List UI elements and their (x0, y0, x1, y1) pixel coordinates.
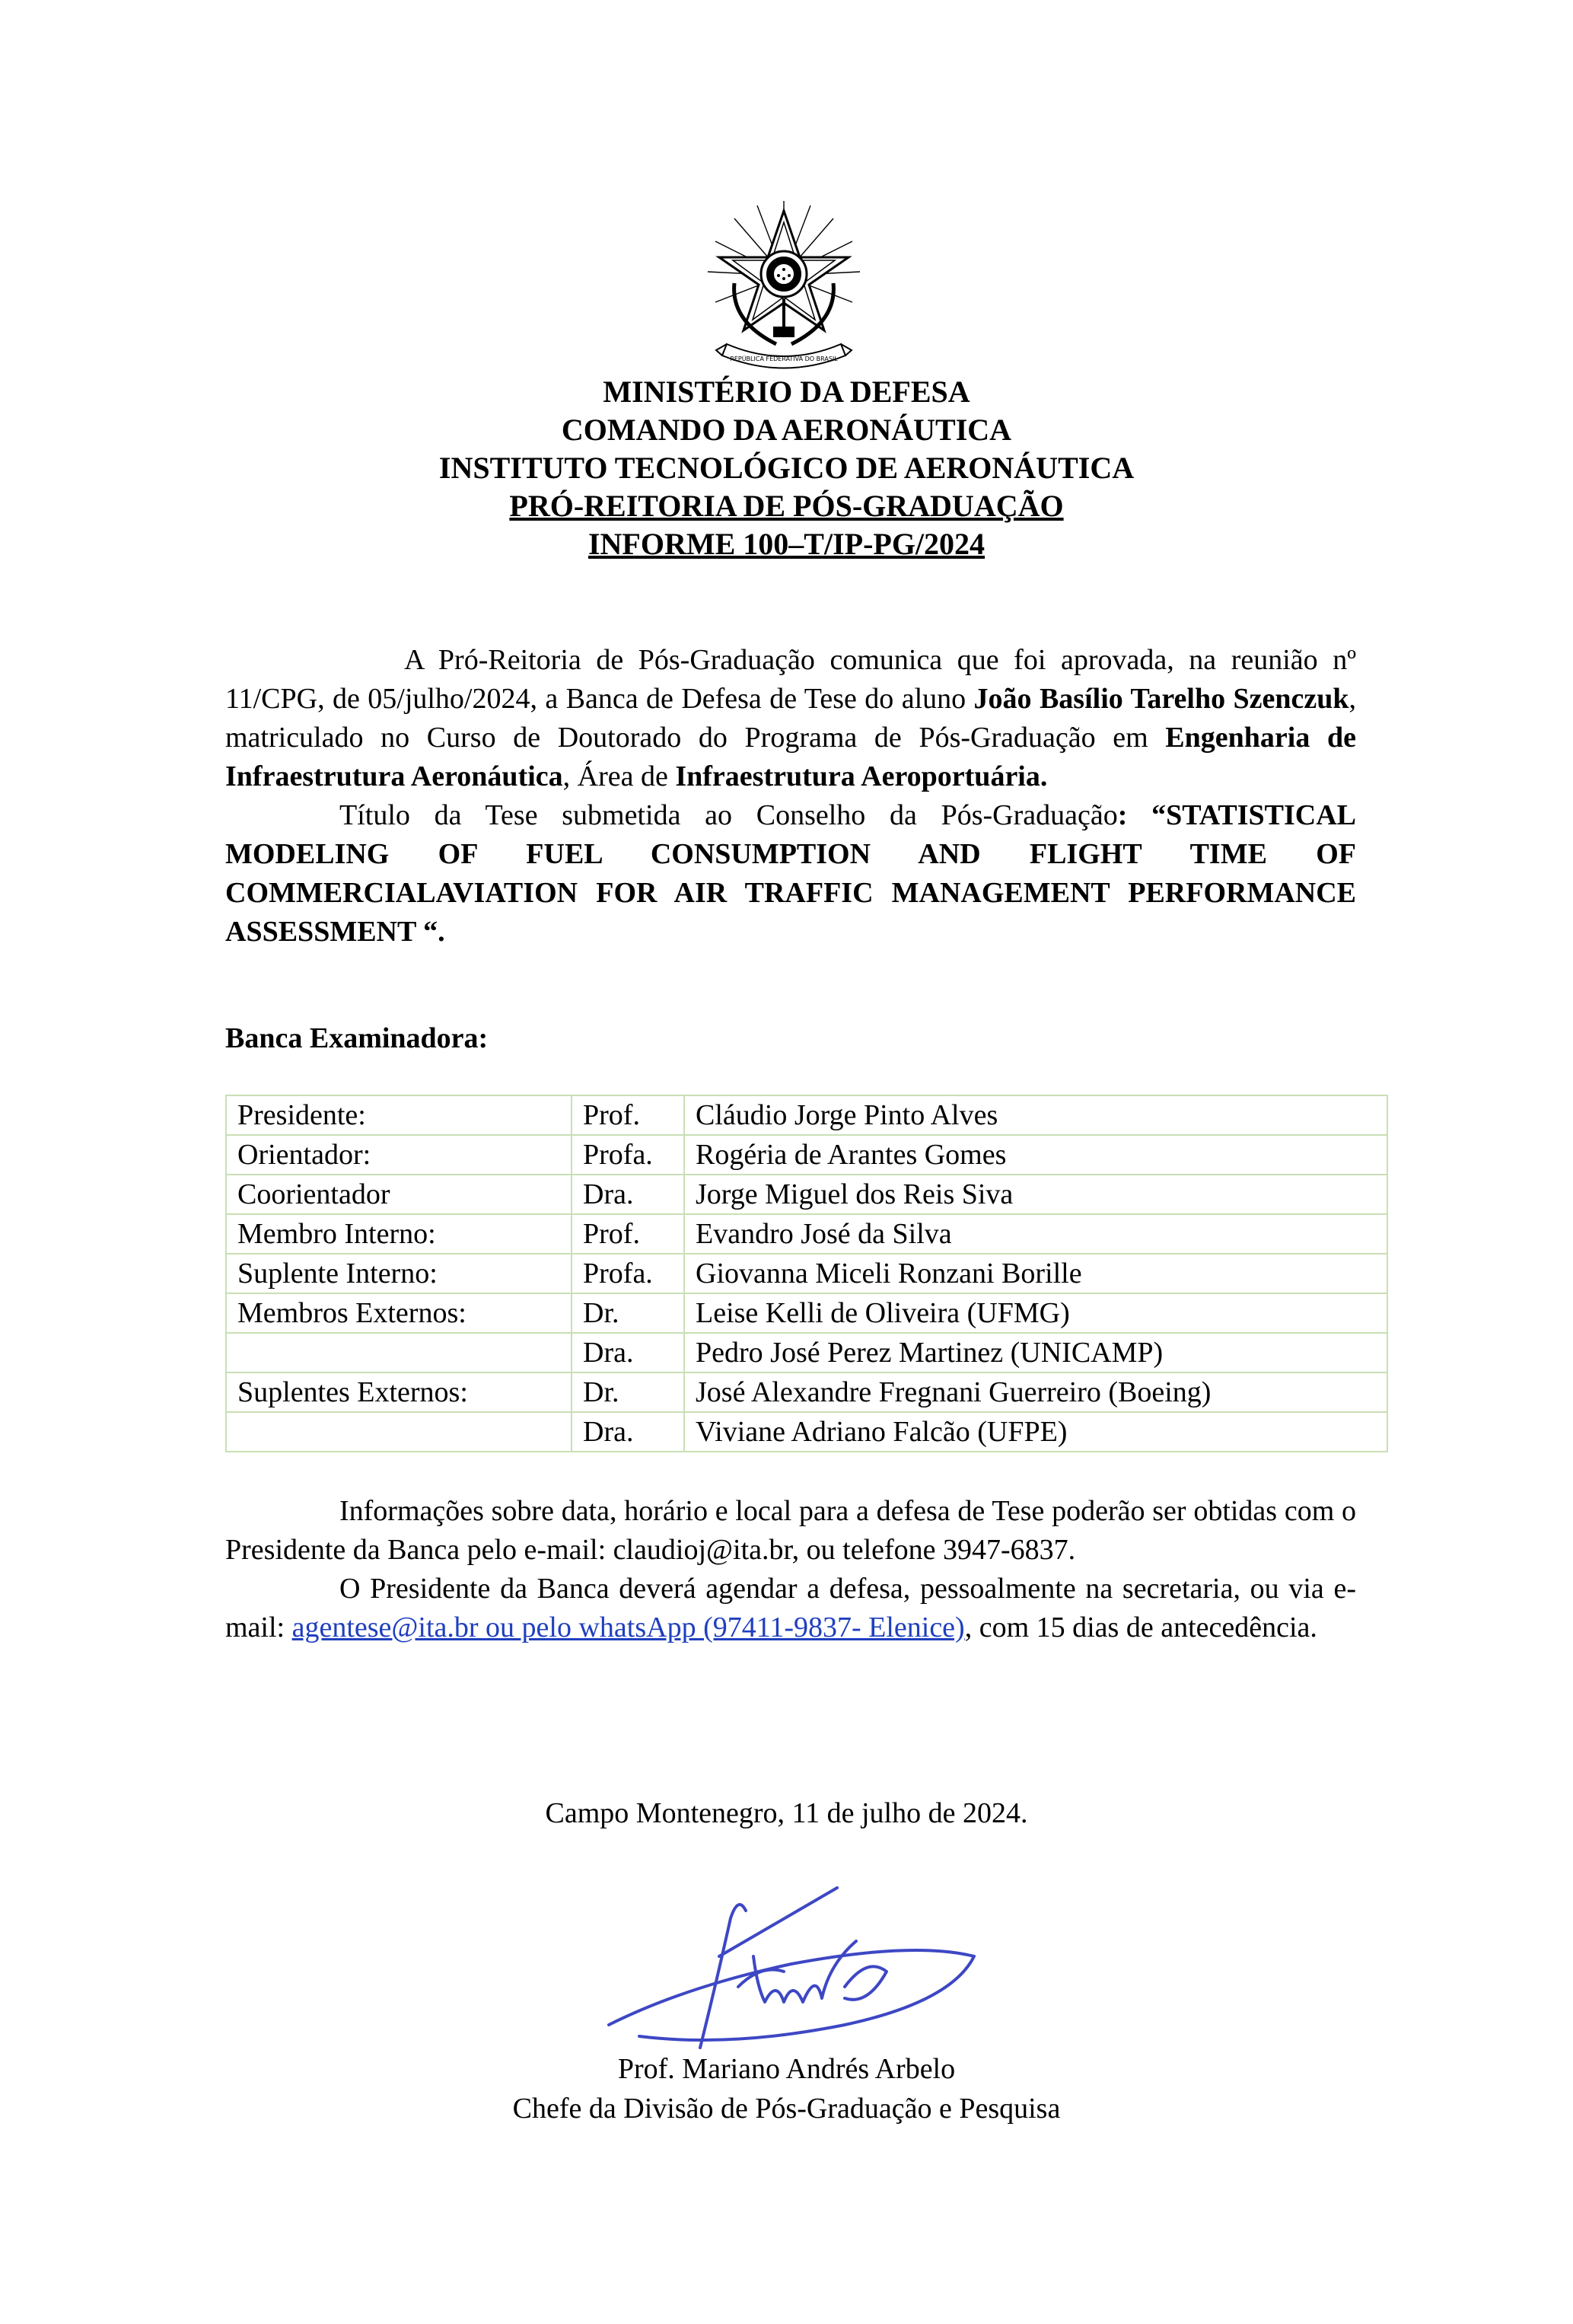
intro-text-1: A Pró-Reitoria de Pós-Graduação comunica que foi aprovada, na reunião nº 11/CPG, de 05/julho/2024, a Banca de Defesa de Tese do aluno (225, 644, 1356, 715)
banca-member-name: Cláudio Jorge Pinto Alves (684, 1095, 1387, 1135)
intro-paragraph (225, 641, 1356, 952)
banca-title: Dr. (572, 1372, 684, 1412)
banca-table (225, 1095, 1388, 1452)
info-paragraph (225, 1492, 1356, 1647)
banca-role: Suplentes Externos: (226, 1372, 572, 1412)
banca-member-name: Pedro José Perez Martinez (UNICAMP) (684, 1333, 1387, 1372)
banca-role: Coorientador (226, 1175, 572, 1214)
banca-role: Orientador: (226, 1135, 572, 1175)
banca-row (226, 1333, 1387, 1372)
handwritten-signature (594, 1873, 989, 2071)
intro-text-3: , Área de (562, 760, 676, 792)
banca-member-name: Viviane Adriano Falcão (UFPE) (684, 1412, 1387, 1452)
area-name: Infraestrutura Aeroportuária. (675, 760, 1048, 792)
banca-member-name: Rogéria de Arantes Gomes (684, 1135, 1387, 1175)
banca-row (226, 1095, 1387, 1135)
header-pro-rectory: PRÓ-REITORIA DE PÓS-GRADUAÇÃO (509, 489, 1064, 523)
info-contact-text: Informações sobre data, horário e local para a defesa de Tese poderão ser obtidas com o Presidente da Banca pelo e-mail: claudioj@ita.br, ou telefone 3947-6837. (225, 1495, 1356, 1566)
banca-role (226, 1333, 572, 1372)
banca-title: Dr. (572, 1293, 684, 1333)
program-name: Engenharia de Infraestrutura Aeronáutica (225, 722, 1356, 792)
header-informe-number: INFORME 100–T/IP-PG/2024 (587, 527, 986, 561)
banca-title: Profa. (572, 1135, 684, 1175)
header-ministry: MINISTÉRIO DA DEFESA (603, 375, 970, 409)
banca-title: Dra. (572, 1412, 684, 1452)
document-date: Campo Montenegro, 11 de julho de 2024. (545, 1797, 1028, 1829)
banca-label: Banca Examinadora: (225, 1022, 489, 1054)
header-command: COMANDO DA AERONÁUTICA (561, 413, 1012, 447)
banca-title: Dra. (572, 1333, 684, 1372)
banca-role: Presidente: (226, 1095, 572, 1135)
banca-title: Profa. (572, 1254, 684, 1293)
banca-row (226, 1135, 1387, 1175)
banca-member-name: Evandro José da Silva (684, 1214, 1387, 1254)
banca-title: Dra. (572, 1175, 684, 1214)
signer-name: Prof. Mariano Andrés Arbelo (617, 2053, 956, 2085)
header-institute: INSTITUTO TECNOLÓGICO DE AERONÁUTICA (438, 451, 1135, 485)
thesis-title-intro: Título da Tese submetida ao Conselho da Pós-Graduação (339, 799, 1118, 831)
banca-member-name: Jorge Miguel dos Reis Siva (684, 1175, 1387, 1214)
banca-row (226, 1254, 1387, 1293)
schedule-contact-link[interactable]: agentese@ita.br ou pelo whatsApp (97411-9837- Elenice) (291, 1611, 965, 1643)
banca-title: Prof. (572, 1095, 684, 1135)
banca-member-name: José Alexandre Fregnani Guerreiro (Boeing) (684, 1372, 1387, 1412)
seal-text: REPÚBLICA FEDERATIVA DO BRASIL (730, 355, 838, 362)
info-schedule-text-end: , com 15 dias de antecedência. (964, 1611, 1317, 1643)
banca-row (226, 1412, 1387, 1452)
banca-role (226, 1412, 572, 1452)
banca-row (226, 1372, 1387, 1412)
banca-role: Membros Externos: (226, 1293, 572, 1333)
banca-member-name: Giovanna Miceli Ronzani Borille (684, 1254, 1387, 1293)
banca-row (226, 1214, 1387, 1254)
info-schedule-text: O Presidente da Banca deverá agendar a defesa, pessoalmente na secretaria, ou via e-mail: (225, 1573, 1356, 1643)
intro-text-2: , matriculado no Curso de Doutorado do Programa de Pós-Graduação em (225, 683, 1356, 754)
student-name: João Basílio Tarelho Szenczuk (973, 683, 1349, 715)
banca-row (226, 1293, 1387, 1333)
document-header (0, 373, 1573, 563)
banca-member-name: Leise Kelli de Oliveira (UFMG) (684, 1293, 1387, 1333)
banca-role: Membro Interno: (226, 1214, 572, 1254)
thesis-title: : “STATISTICAL MODELING OF FUEL CONSUMPTION AND FLIGHT TIME OF COMMERCIALAVIATION FOR AIR TRAFFIC MANAGEMENT PERFORMANCE ASSESSMENT “. (225, 799, 1356, 948)
banca-row (226, 1175, 1387, 1214)
banca-title: Prof. (572, 1214, 684, 1254)
coat-of-arms-seal (704, 199, 864, 375)
signer-block (0, 2049, 1573, 2128)
signer-position: Chefe da Divisão de Pós-Graduação e Pesquisa (512, 2093, 1061, 2125)
banca-role: Suplente Interno: (226, 1254, 572, 1293)
